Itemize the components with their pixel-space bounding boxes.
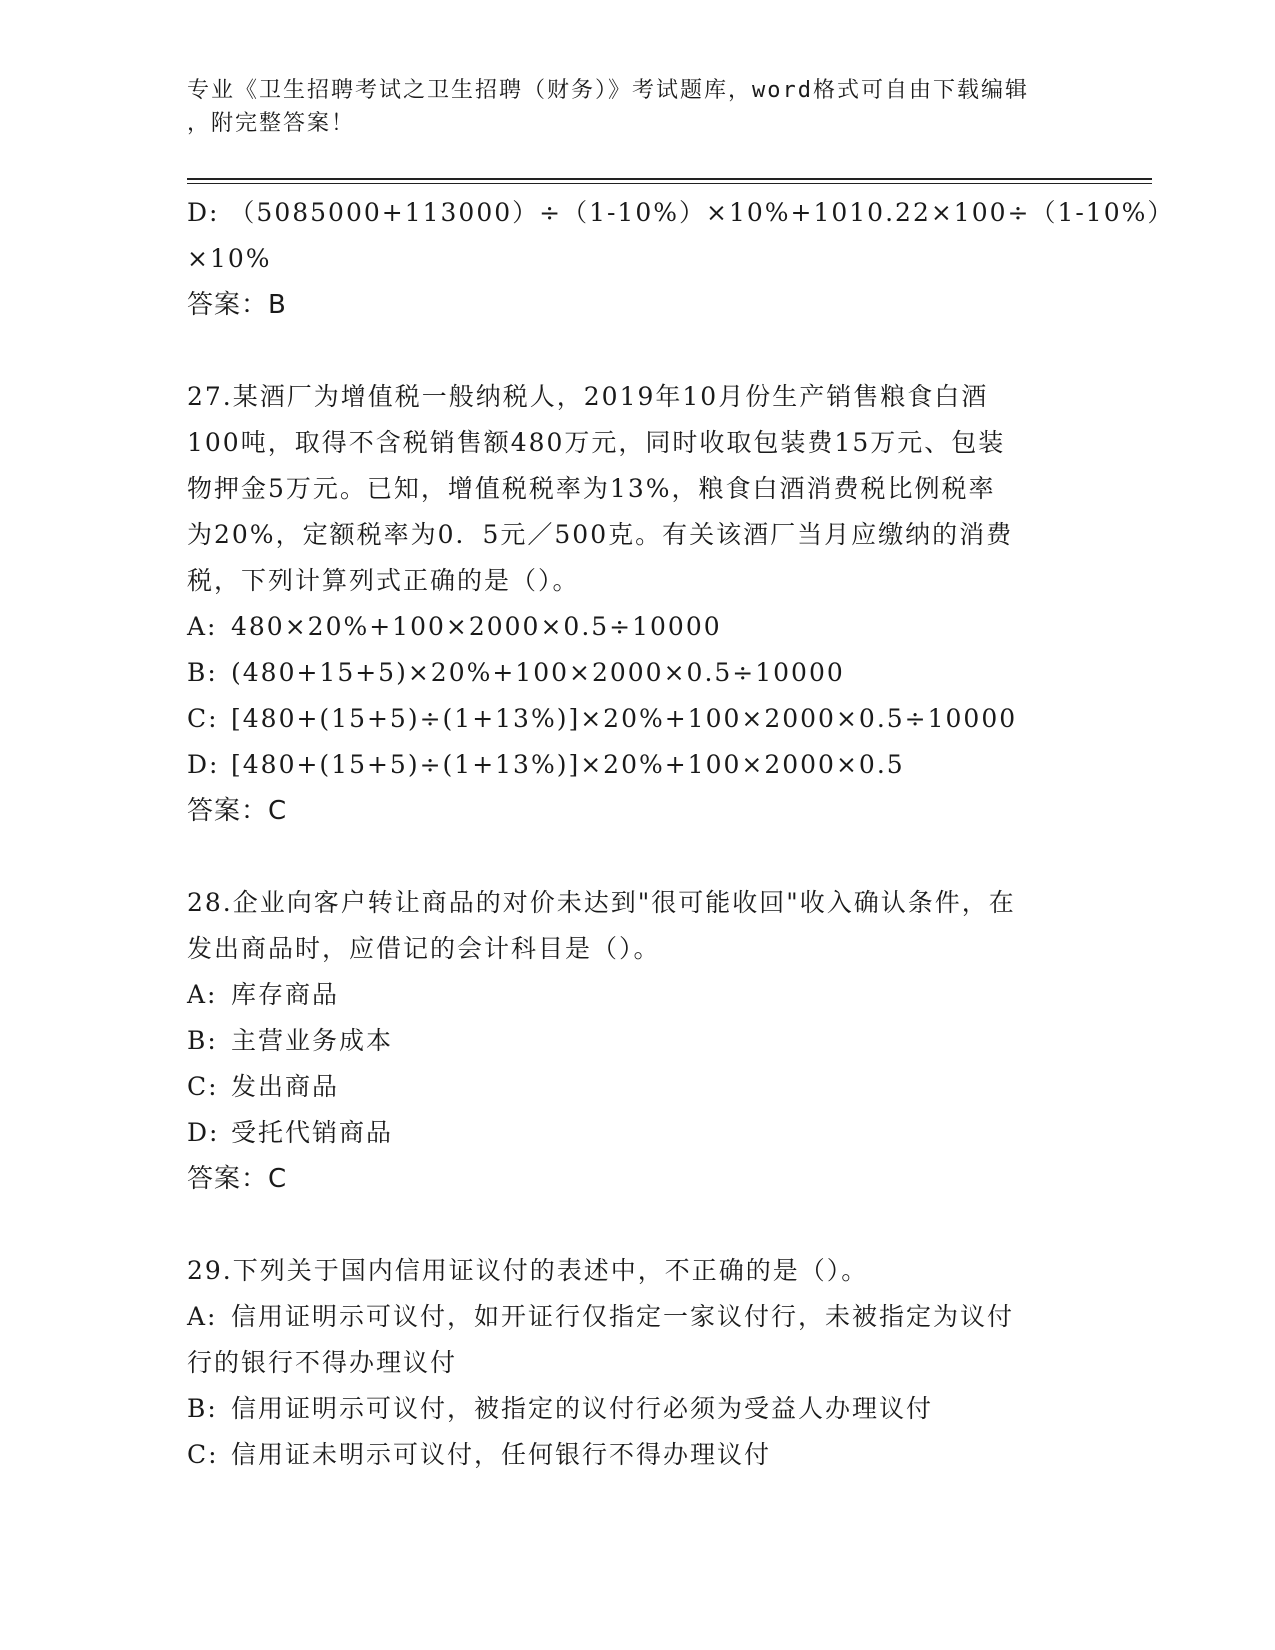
option-text: [480+(15+5)÷(1+13%)]×20%+100×2000×0.5 — [231, 750, 905, 779]
spacer — [187, 328, 1087, 374]
question-29 — [187, 1248, 1087, 1478]
option-c — [187, 1432, 1087, 1478]
option-text: 受托代销商品 — [231, 1118, 394, 1147]
header-divider-thick — [187, 178, 1152, 180]
spacer — [187, 1202, 1087, 1248]
option-key: C: — [187, 1072, 219, 1101]
option-d-line-1: D: （5085000+113000）÷（1-10%）×10%+1010.22×100÷（1-10%） — [187, 198, 1175, 227]
option-text: 信用证未明示可议付，任何银行不得办理议付 — [231, 1440, 772, 1469]
option-key: D: — [187, 1118, 220, 1147]
option-b — [187, 1386, 1087, 1432]
option-key: D: — [187, 750, 220, 779]
option-key: B: — [187, 1394, 218, 1423]
option-text: 主营业务成本 — [231, 1026, 394, 1055]
question-stem-line: 发出商品时，应借记的会计科目是（）。 — [187, 934, 661, 963]
option-d-line-2: ×10% — [187, 244, 272, 273]
option-c — [187, 1064, 1087, 1110]
option-key: B: — [187, 658, 218, 687]
option-a — [187, 1294, 1087, 1340]
option-text: 发出商品 — [231, 1072, 340, 1101]
question-28 — [187, 880, 1087, 1202]
answer-line: 答案：C — [187, 796, 288, 826]
option-b — [187, 650, 1087, 696]
question-stem-line: 物押金5万元。已知，增值税税率为13%，粮食白酒消费税比例税率 — [187, 474, 996, 503]
option-text: (480+15+5)×20%+100×2000×0.5÷10000 — [231, 658, 845, 687]
header-line-2: ，附完整答案！ — [187, 111, 356, 136]
option-text: 480×20%+100×2000×0.5÷10000 — [231, 612, 722, 641]
option-a-continuation: 行的银行不得办理议付 — [187, 1348, 458, 1377]
option-key: C: — [187, 1440, 219, 1469]
header-line-1: 专业《卫生招聘考试之卫生招聘（财务）》考试题库，word格式可自由下载编辑 — [187, 78, 1029, 103]
question-27 — [187, 374, 1087, 834]
spacer — [187, 834, 1087, 880]
option-d — [187, 1110, 1087, 1156]
option-text: [480+(15+5)÷(1+13%)]×20%+100×2000×0.5÷10000 — [231, 704, 1018, 733]
answer-line: 答案：B — [187, 290, 287, 320]
header-divider-thin — [187, 183, 1152, 184]
answer-line: 答案：C — [187, 1164, 288, 1194]
option-a — [187, 972, 1087, 1018]
option-text: 信用证明示可议付，被指定的议付行必须为受益人办理议付 — [231, 1394, 934, 1423]
option-key: C: — [187, 704, 219, 733]
option-key: A: — [187, 1302, 218, 1331]
question-26-tail — [187, 190, 1175, 328]
question-stem-line: 税，下列计算列式正确的是（）。 — [187, 566, 580, 595]
option-d — [187, 742, 1087, 788]
question-stem-line: 27.某酒厂为增值税一般纳税人，2019年10月份生产销售粮食白酒 — [187, 382, 989, 411]
question-stem-line: 100吨，取得不含税销售额480万元，同时收取包装费15万元、包装 — [187, 428, 1006, 457]
option-a — [187, 604, 1087, 650]
question-stem-line: 为20%，定额税率为0．5元／500克。有关该酒厂当月应缴纳的消费 — [187, 520, 1014, 549]
option-key: B: — [187, 1026, 218, 1055]
option-key: A: — [187, 980, 218, 1009]
question-stem-line: 28.企业向客户转让商品的对价未达到"很可能收回"收入确认条件，在 — [187, 888, 1016, 917]
option-c — [187, 696, 1087, 742]
document-body — [187, 190, 1175, 1478]
question-stem-line: 29.下列关于国内信用证议付的表述中，不正确的是（）。 — [187, 1256, 869, 1285]
document-header — [187, 74, 1067, 140]
option-text: 信用证明示可议付，如开证行仅指定一家议付行，未被指定为议付 — [231, 1302, 1015, 1331]
option-b — [187, 1018, 1087, 1064]
option-text: 库存商品 — [231, 980, 340, 1009]
option-key: A: — [187, 612, 218, 641]
